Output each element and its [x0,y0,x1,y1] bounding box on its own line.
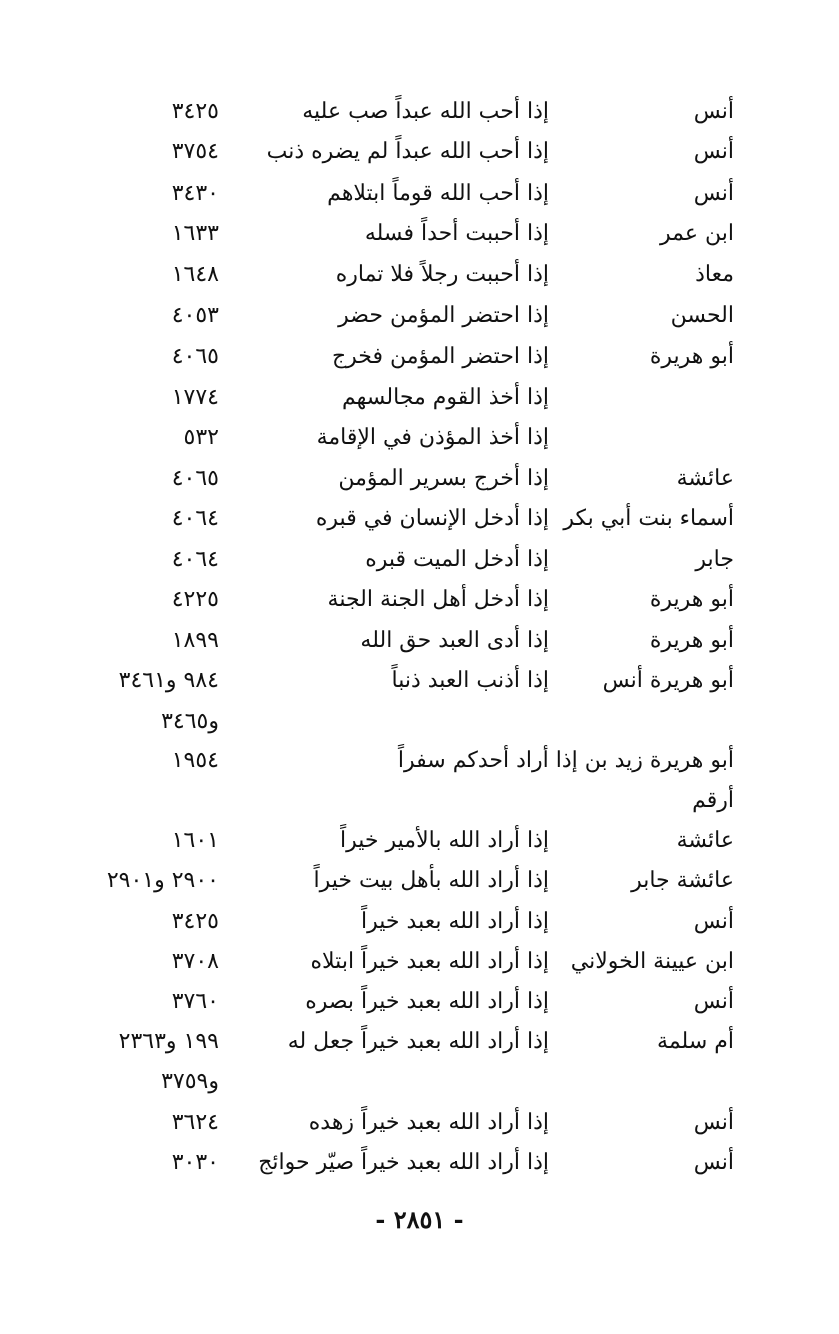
narrator-cell: الحسن [670,303,734,328]
table-row [0,1063,839,1101]
reference-number-cell: ١٦٤٨ [171,262,219,287]
narrator-cell: جابر [695,547,734,572]
narrator-cell: أبو هريرة [649,628,734,653]
hadith-cell: إذا أخذ القوم مجالسهم [342,385,549,410]
narrator-cell: معاذ [695,262,734,287]
table-row [0,93,839,131]
hadith-cell: إذا أراد الله بعبد خيراً جعل له [287,1029,549,1054]
reference-number-cell: ٣٧٥٤ [171,139,219,164]
reference-number-cell: ١٨٩٩ [171,628,219,653]
reference-number-cell: ٣٧٦٠ [171,989,219,1014]
hadith-cell [219,703,549,741]
narrator-cell: ابن عمر [660,221,734,246]
narrator-cell: أبو هريرة [649,587,734,612]
reference-number-cell: ٣٤٢٥ [171,99,219,124]
table-row [0,1023,839,1061]
reference-number-cell: ١٩٥٤ [171,748,219,773]
reference-number-cell [49,782,219,820]
table-row [0,742,839,780]
narrator-cell: أنس [693,1110,734,1135]
reference-number-cell: ٣٠٣٠ [171,1150,219,1175]
table-row [0,256,839,294]
narrator-cell: أنس [693,181,734,206]
narrator-cell: أسماء بنت أبي بكر [563,506,734,531]
reference-number-cell: ٩٨٤ و٣٤٦١ [118,668,219,693]
narrator-cell [549,703,734,741]
table-row [0,703,839,741]
row-full-text: أبو هريرة زيد بن إذا أراد أحدكم سفراً [397,748,734,773]
table-row [0,622,839,660]
narrator-cell: أم سلمة [657,1029,734,1054]
hadith-cell: إذا احتضر المؤمن حضر [338,303,549,328]
reference-number-cell: ٣٤٢٥ [171,909,219,934]
narrator-cell: أبو هريرة [649,344,734,369]
narrator-cell: أنس [693,1150,734,1175]
hadith-cell: إذا أحب الله قوماً ابتلاهم [327,181,549,206]
hadith-cell: إذا أراد الله بأهل بيت خيراً [313,868,549,893]
narrator-cell: عائشة [676,828,734,853]
reference-number-cell: ٤٠٦٤ [171,506,219,531]
narrator-cell [549,1063,734,1101]
hadith-cell: إذا أدخل الميت قبره [365,547,549,572]
reference-number-cell: ١٦٣٣ [171,221,219,246]
hadith-cell: إذا أحببت رجلاً فلا تماره [335,262,549,287]
table-row [0,500,839,538]
hadith-cell: إذا أراد الله بعبد خيراً صيّر حوائج [258,1150,549,1175]
table-row [0,338,839,376]
table-row [0,983,839,1021]
hadith-cell [219,1063,549,1101]
reference-number-cell: ٤٠٦٤ [171,547,219,572]
hadith-cell: إذا أذنب العبد ذنباً [391,668,549,693]
narrator-cell [549,379,734,417]
hadith-cell: إذا أراد الله بعبد خيراً ابتلاه [310,949,549,974]
hadith-cell: إذا أدى العبد حق الله [360,628,549,653]
narrator-cell [549,419,734,457]
reference-number-cell: ٤٠٥٣ [171,303,219,328]
table-row [0,460,839,498]
narrator-cell: عائشة جابر [631,868,734,893]
hadith-cell: إذا أراد الله بعبد خيراً بصره [305,989,549,1014]
narrator-cell: أنس [693,139,734,164]
reference-number-cell: و٣٤٦٥ [161,709,219,734]
table-row [0,822,839,860]
hadith-cell [219,782,549,820]
narrator-cell: أنس [693,99,734,124]
table-row [0,943,839,981]
table-row [0,297,839,335]
hadith-cell: إذا أراد الله بعبد خيراً [361,909,549,934]
hadith-cell: إذا أخرج بسرير المؤمن [338,466,549,491]
reference-number-cell: ٤٠٦٥ [171,344,219,369]
table-row [0,1144,839,1182]
narrator-cell: أبو هريرة أنس [602,668,734,693]
reference-number-cell: ١٩٩ و٢٣٦٣ [118,1029,219,1054]
table-row [0,379,839,417]
hadith-cell: إذا أراد الله بالأمير خيراً [340,828,549,853]
reference-number-cell: ٤٠٦٥ [171,466,219,491]
table-row [0,662,839,700]
hadith-cell: إذا أراد الله بعبد خيراً زهده [308,1110,549,1135]
narrator-cell: أنس [693,909,734,934]
reference-number-cell: ٤٢٢٥ [171,587,219,612]
table-row [0,133,839,171]
hadith-cell: إذا أدخل أهل الجنة الجنة [327,587,549,612]
reference-number-cell: ٣٧٠٨ [171,949,219,974]
table-row [0,903,839,941]
hadith-cell: إذا أخذ المؤذن في الإقامة [316,425,549,450]
page-number: - ٢٨٥١ - [375,1205,464,1234]
hadith-cell: إذا أدخل الإنسان في قبره [315,506,549,531]
hadith-cell: إذا أحببت أحداً فسله [364,221,549,246]
reference-number-cell: ٣٤٣٠ [171,181,219,206]
reference-number-cell: ٢٩٠٠ و٢٩٠١ [106,868,219,893]
hadith-cell: إذا احتضر المؤمن فخرج [331,344,549,369]
table-row [0,1104,839,1142]
table-row [0,215,839,253]
table-row [0,581,839,619]
table-row [0,175,839,213]
narrator-cell: ابن عيينة الخولاني [570,949,734,974]
table-row [0,862,839,900]
narrator-cell: أنس [693,989,734,1014]
table-row [0,541,839,579]
hadith-cell: إذا أحب الله عبداً صب عليه [302,99,549,124]
reference-number-cell: ٣٦٢٤ [171,1110,219,1135]
table-row [0,782,839,820]
narrator-cell: أرقم [692,788,734,813]
reference-number-cell: ٥٣٢ [183,425,219,450]
reference-number-cell: ١٧٧٤ [171,385,219,410]
reference-number-cell: ١٦٠١ [171,828,219,853]
table-row [0,419,839,457]
reference-number-cell: و٣٧٥٩ [161,1069,219,1094]
narrator-cell: عائشة [676,466,734,491]
hadith-cell: إذا أحب الله عبداً لم يضره ذنب [266,139,549,164]
